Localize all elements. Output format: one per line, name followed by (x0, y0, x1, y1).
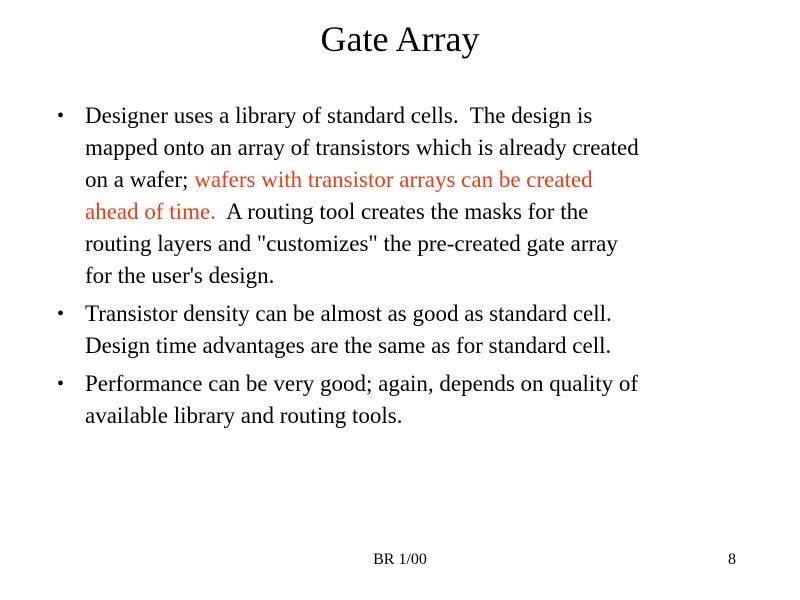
bullet-marker: • (57, 105, 65, 127)
text-line (85, 228, 767, 260)
text-line (85, 400, 767, 432)
bullet-list (57, 100, 767, 432)
text-line (85, 298, 767, 330)
bullet-text (85, 298, 767, 362)
text-line (85, 164, 767, 196)
text-line (85, 330, 767, 362)
text-line (85, 196, 767, 228)
text-line (85, 100, 767, 132)
highlight-text-run: wafers with transistor arrays can be created (194, 167, 593, 192)
text-run: available library and routing tools. (85, 403, 403, 428)
bullet-marker: • (57, 373, 65, 395)
text-run: Designer uses a library of standard cells. The design is (85, 103, 593, 128)
text-run: routing layers and "customizes" the pre-created gate array (85, 231, 618, 256)
bullet-text (85, 368, 767, 432)
page-number: 8 (728, 551, 736, 568)
bullet-item (57, 298, 767, 362)
text-run: Transistor density can be almost as good as standard cell. (85, 301, 612, 326)
text-line (85, 368, 767, 400)
highlight-text-run: ahead of time. (85, 199, 216, 224)
bullet-item (57, 368, 767, 432)
text-line (85, 260, 767, 292)
text-run: for the user's design. (85, 263, 275, 288)
text-run: Design time advantages are the same as for standard cell. (85, 333, 612, 358)
text-run: mapped onto an array of transistors which is already created (85, 135, 639, 160)
slide-title: Gate Array (320, 19, 480, 59)
text-line (85, 132, 767, 164)
bullet-marker: • (57, 303, 65, 325)
bullet-item (57, 100, 767, 292)
footer-author-date: BR 1/00 (373, 551, 427, 568)
bullet-text (85, 100, 767, 292)
text-run: Performance can be very good; again, depends on quality of (85, 371, 639, 396)
text-run: A routing tool creates the masks for the (215, 199, 589, 224)
text-run: on a wafer; (85, 167, 195, 192)
